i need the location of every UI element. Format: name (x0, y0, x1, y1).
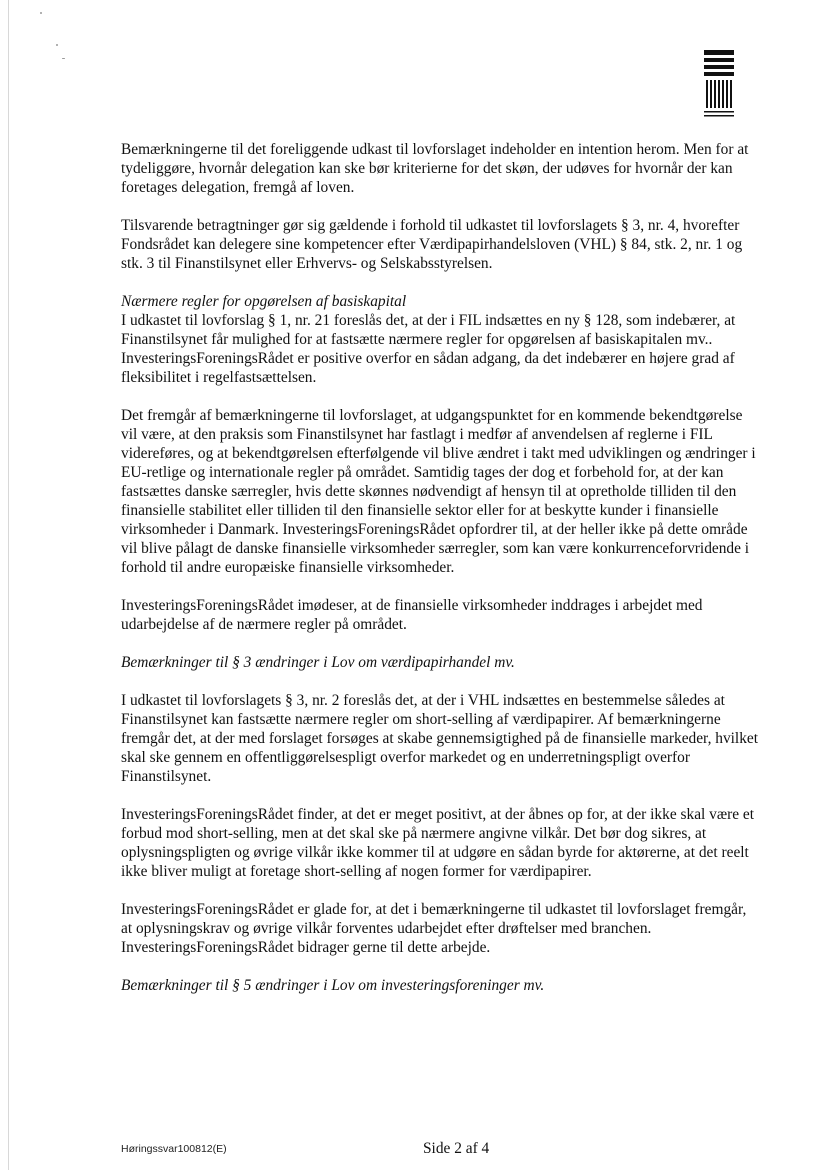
striped-emblem-icon (704, 50, 734, 118)
scan-speck (40, 12, 42, 14)
paragraph-short-selling-vilkaar: InvesteringsForeningsRådet finder, at det er meget positivt, at der åbnes op for, at der ikke skal være et forbud mod short-selling, men at det skal ske på nærmere angivne vilkår. Det bør dog sikres, at oplysningspligten og øvrige vilkår ikke kommer til at udgøre en sådan byrde for aktørerne, at det reelt ikke bliver muligt at foretage short-selling af nogen former for værdipapirer. (121, 806, 755, 880)
paragraph-delegation-criteria: Bemærkningerne til det foreliggende udkast til lovforslaget indeholder en intention herom. Men for at tydeliggøre, hvornår delegation kan ske bør kriterierne for det skøn, der udøves for hvornår der kan foretages delegation, fremgå af loven. (121, 141, 749, 196)
paragraph-branchedroeftelser: InvesteringsForeningsRådet er glade for, at det i bemærkningerne til udkastet til lovforslaget fremgår, at oplysningskrav og øvrige vilkår forventes udarbejdet efter drøftelser med branchen. InvesteringsForeningsRådet bidrager gerne til dette arbejde. (121, 901, 747, 956)
section-heading-basiskapital: Nærmere regler for opgørelsen af basiskapital (121, 293, 407, 310)
document-reference: Høringssvar100812(E) (121, 1143, 227, 1155)
section-heading-investeringsforeninger: Bemærkninger til § 5 ændringer i Lov om investeringsforeninger mv. (121, 977, 545, 994)
page-number: Side 2 af 4 (423, 1140, 490, 1157)
paragraph-bekendtgoerelse: Det fremgår af bemærkningerne til lovforslaget, at udgangspunktet for en kommende bekendtgørelse vil være, at den praksis som Finanstilsynet har fastlagt i medfør af anvendelsen af reglerne i FIL videreføres, og at bekendtgørelsen efterfølgende vil blive ændret i takt med udviklingen og ændringer i EU-retlige og internationale regler på området. Samtidig tages der dog et forbehold for, at der kan fastsættes danske særregler, hvis dette skønnes nødvendigt af hensyn til at opretholde tilliden til den finansielle stabilitet eller tilliden til den finansielle sektor eller for at beskytte kunder i finansielle virksomheder i Danmark. InvesteringsForeningsRådet opfordrer til, at der heller ikke på dette område vil blive pålagt de danske finansielle virksomheder særregler, som kan være konkurrenceforvridende i forhold til andre europæiske finansielle virksomheder. (121, 407, 756, 576)
scan-speck (56, 44, 58, 46)
paragraph-fondsraadet: Tilsvarende betragtninger gør sig gældende i forhold til udkastet til lovforslagets § 3, nr. 4, hvorefter Fondsrådet kan delegere sine kompetencer efter Værdipapirhandelsloven (VHL) § 84, stk. 2, nr. 1 og stk. 3 til Finanstilsynet eller Erhvervs- og Selskabsstyrelsen. (121, 217, 743, 272)
letter-body (121, 140, 761, 995)
scan-edge (8, 0, 9, 1170)
paragraph-basiskapital: I udkastet til lovforslag § 1, nr. 21 foreslås det, at der i FIL indsættes en ny § 128, som indebærer, at Finanstilsynet får mulighed for at fastsætte nærmere regler for opgørelsen af basiskapitalen mv.. InvesteringsForeningsRådet er positive overfor en sådan adgang, da det indebærer en højere grad af fleksibilitet i regelfastsættelsen. (121, 312, 736, 386)
section-heading-vhl: Bemærkninger til § 3 ændringer i Lov om værdipapirhandel mv. (121, 654, 515, 671)
scan-speck (62, 58, 65, 59)
paragraph-short-selling-regler: I udkastet til lovforslagets § 3, nr. 2 foreslås det, at der i VHL indsættes en bestemmelse således at Finanstilsynet kan fastsætte nærmere regler om short-selling af værdipapirer. Af bemærkningerne fremgår det, at der med forslaget forsøges at skabe gennemsigtighed på de finansielle markeder, hvilket skal ske gennem en offentliggørelsespligt overfor markedet og en underretningspligt overfor Finanstilsynet. (121, 692, 759, 785)
paragraph-inddragelse: InvesteringsForeningsRådet imødeser, at de finansielle virksomheder inddrages i arbejdet med udarbejdelse af de nærmere regler på området. (121, 597, 703, 633)
